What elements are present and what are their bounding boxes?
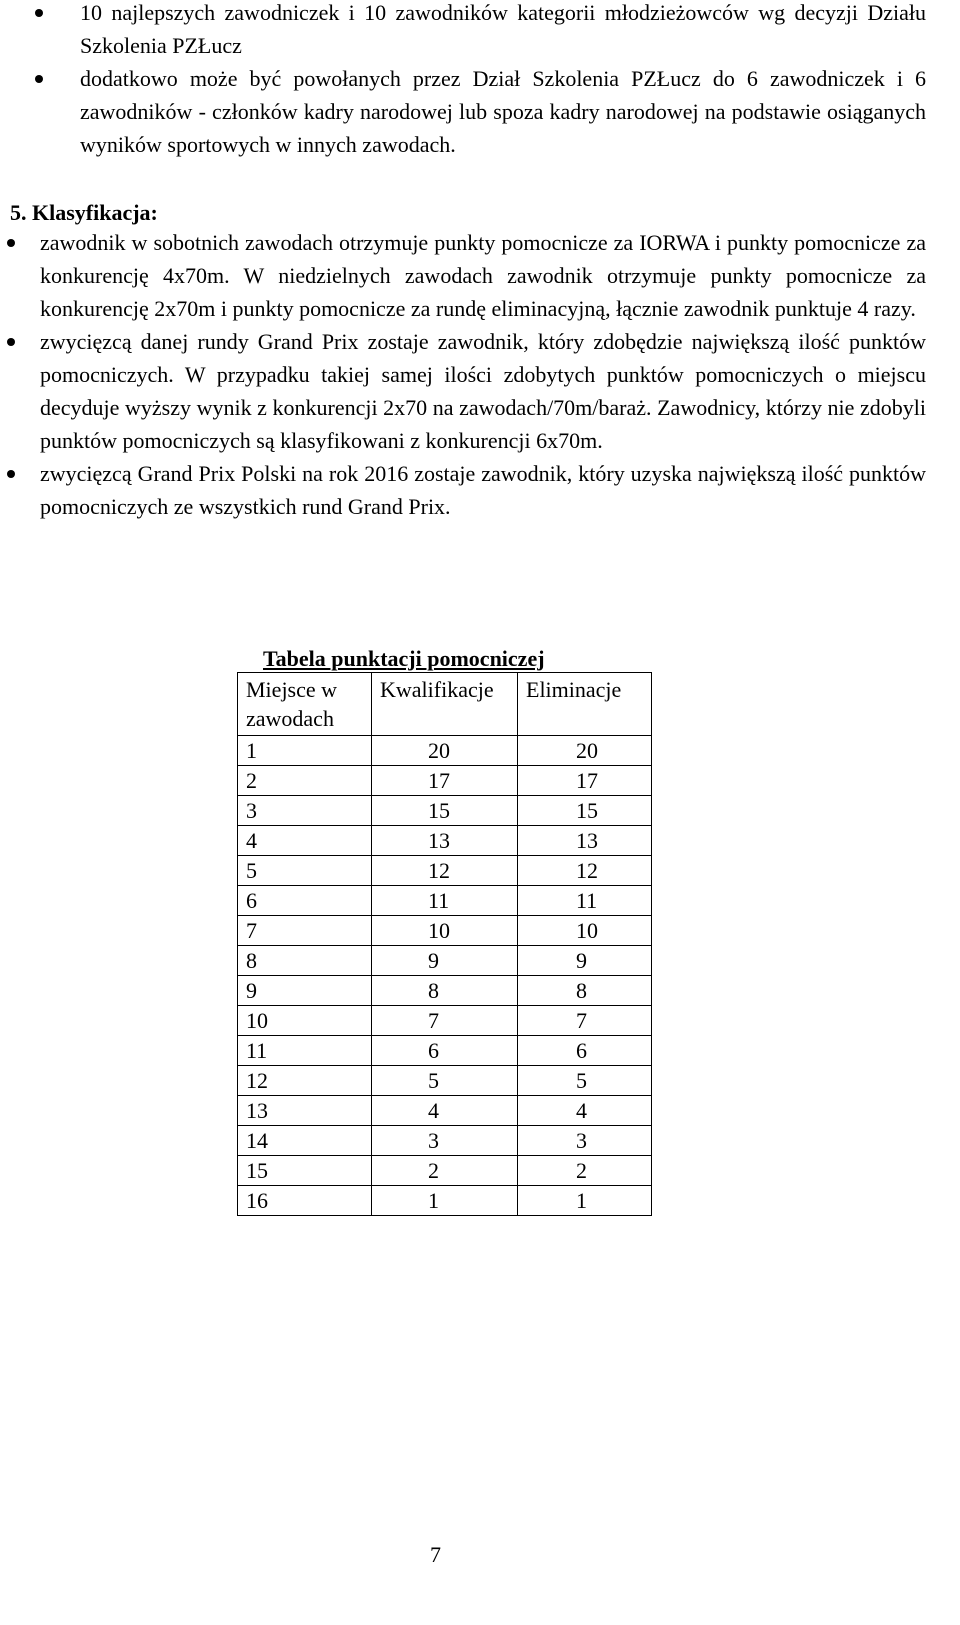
table-row	[238, 796, 652, 826]
cell-qualifications: 3	[372, 1126, 518, 1156]
bullet-icon	[7, 470, 15, 478]
bullet-icon	[35, 75, 43, 83]
table-body	[238, 736, 652, 1216]
table-row	[238, 1066, 652, 1096]
cell-qualifications: 15	[372, 796, 518, 826]
table-row	[238, 1156, 652, 1186]
table-row	[238, 1096, 652, 1126]
cell-place: 13	[238, 1096, 372, 1126]
cell-eliminations: 3	[518, 1126, 652, 1156]
cell-qualifications: 12	[372, 856, 518, 886]
cell-place: 4	[238, 826, 372, 856]
cell-qualifications: 9	[372, 946, 518, 976]
cell-qualifications: 4	[372, 1096, 518, 1126]
page-number: 7	[430, 1542, 441, 1567]
cell-qualifications: 5	[372, 1066, 518, 1096]
cell-qualifications: 6	[372, 1036, 518, 1066]
list-item-text: zawodnik w sobotnich zawodach otrzymuje punkty pomocnicze za IORWA i punkty pomocnicze za konkurencję 4x70m. W niedzielnych zawodach zawodnik otrzymuje punkty pomocnicze za konkurencję 2x70m i punkty pomocnicze za rundę eliminacyjną, łącznie zawodnik punktuje 4 razy.	[40, 230, 926, 321]
cell-eliminations: 20	[518, 736, 652, 766]
table-row	[238, 736, 652, 766]
table-row	[238, 1126, 652, 1156]
cell-place: 8	[238, 946, 372, 976]
list-item	[80, 62, 926, 161]
cell-qualifications: 1	[372, 1186, 518, 1216]
cell-qualifications: 20	[372, 736, 518, 766]
cell-place: 16	[238, 1186, 372, 1216]
list-item	[80, 0, 926, 62]
bullet-list-classification	[40, 226, 926, 523]
cell-place: 2	[238, 766, 372, 796]
list-item-text: dodatkowo może być powołanych przez Dział Szkolenia PZŁucz do 6 zawodniczek i 6 zawodników - członków kadry narodowej lub spoza kadry narodowej na podstawie osiąganych wyników sportowych w innych zawodach.	[80, 66, 926, 157]
cell-eliminations: 17	[518, 766, 652, 796]
list-item-text: zwycięzcą danej rundy Grand Prix zostaje zawodnik, który zdobędzie największą ilość punktów pomocniczych. W przypadku takiej samej ilości zdobytych punktów pomocniczych o miejscu decyduje wyższy wynik z konkurencji 2x70 na zawodach/70m/baraż. Zawodnicy, którzy nie zdobyli punktów pomocniczych są klasyfikowani z konkurencji 6x70m.	[40, 329, 926, 453]
bullet-list-top	[80, 0, 926, 161]
cell-eliminations: 10	[518, 916, 652, 946]
table-row	[238, 1186, 652, 1216]
cell-eliminations: 4	[518, 1096, 652, 1126]
list-item-text: zwycięzcą Grand Prix Polski na rok 2016 zostaje zawodnik, który uzyska największą ilość punktów pomocniczych ze wszystkich rund Grand Prix.	[40, 461, 926, 519]
table-row	[238, 766, 652, 796]
cell-eliminations: 2	[518, 1156, 652, 1186]
list-item-text: 10 najlepszych zawodniczek i 10 zawodników kategorii młodzieżowców wg decyzji Działu Szkolenia PZŁucz	[80, 0, 926, 58]
cell-place: 5	[238, 856, 372, 886]
table-row	[238, 886, 652, 916]
column-header-place: Miejsce w zawodach	[238, 673, 372, 736]
cell-eliminations: 15	[518, 796, 652, 826]
table-row	[238, 916, 652, 946]
list-item	[40, 457, 926, 523]
cell-qualifications: 10	[372, 916, 518, 946]
cell-eliminations: 12	[518, 856, 652, 886]
cell-place: 1	[238, 736, 372, 766]
cell-eliminations: 8	[518, 976, 652, 1006]
cell-eliminations: 9	[518, 946, 652, 976]
cell-place: 14	[238, 1126, 372, 1156]
cell-qualifications: 11	[372, 886, 518, 916]
cell-qualifications: 2	[372, 1156, 518, 1186]
cell-place: 10	[238, 1006, 372, 1036]
cell-place: 15	[238, 1156, 372, 1186]
cell-qualifications: 17	[372, 766, 518, 796]
cell-eliminations: 6	[518, 1036, 652, 1066]
table-row	[238, 976, 652, 1006]
cell-qualifications: 13	[372, 826, 518, 856]
table-row	[238, 1036, 652, 1066]
cell-eliminations: 13	[518, 826, 652, 856]
bullet-icon	[7, 239, 15, 247]
bullet-icon	[35, 9, 43, 17]
cell-qualifications: 8	[372, 976, 518, 1006]
section-heading: 5. Klasyfikacja:	[10, 200, 158, 225]
cell-place: 12	[238, 1066, 372, 1096]
cell-qualifications: 7	[372, 1006, 518, 1036]
cell-place: 7	[238, 916, 372, 946]
column-header-eliminations: Eliminacje	[518, 673, 652, 736]
table-header-row	[238, 673, 652, 736]
table-title: Tabela punktacji pomocniczej	[263, 646, 545, 671]
points-table	[237, 672, 652, 1216]
cell-place: 11	[238, 1036, 372, 1066]
list-item	[40, 325, 926, 457]
column-header-qualifications: Kwalifikacje	[372, 673, 518, 736]
cell-eliminations: 1	[518, 1186, 652, 1216]
cell-place: 9	[238, 976, 372, 1006]
cell-eliminations: 7	[518, 1006, 652, 1036]
cell-eliminations: 11	[518, 886, 652, 916]
table-row	[238, 946, 652, 976]
cell-place: 6	[238, 886, 372, 916]
table-row	[238, 1006, 652, 1036]
list-item	[40, 226, 926, 325]
table-row	[238, 856, 652, 886]
cell-eliminations: 5	[518, 1066, 652, 1096]
bullet-icon	[7, 338, 15, 346]
table-row	[238, 826, 652, 856]
cell-place: 3	[238, 796, 372, 826]
